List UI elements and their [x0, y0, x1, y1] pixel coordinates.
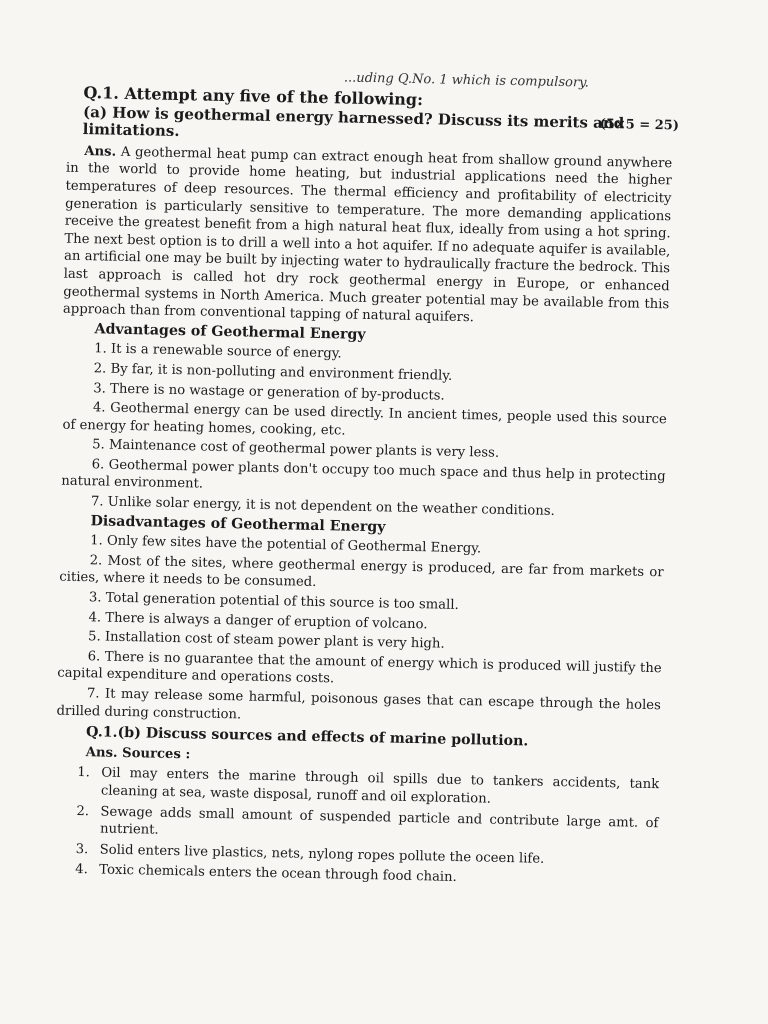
source-number: 2.: [76, 803, 90, 819]
advantage-item: 5. Maintenance cost of geothermal power plants is very less.: [91, 437, 500, 462]
source-text: Toxic chemicals enters the ocean through food chain.: [99, 862, 457, 886]
advantage-item: 6. Geothermal power plants don't occupy too much space and thus help in protecting natural environment.: [61, 457, 666, 493]
source-text: Oil may enters the marine through oil spills due to tankers accidents, tank cleaning at sea, waste disposal, runoff and oil exploration.: [100, 765, 660, 807]
disadvantage-item: 4. There is always a danger of eruption of volcano.: [88, 609, 428, 632]
answer-label: Ans.: [84, 143, 117, 160]
question-title: Q.1. Attempt any five of the following:: [83, 82, 424, 110]
question-a-text: (a) How is geothermal energy harnessed? Discuss its merits and limitations.: [82, 102, 625, 141]
disadvantage-item: 7. It may release some harmful, poisonous gases that can escape through the holes drilled during construction.: [56, 686, 661, 723]
answer-text: A geothermal heat pump can extract enough heat from shallow ground anywhere in the world to provide home heating, but industrial applications need the higher temperatures of deep resources. The thermal efficiency and profitability of electricity generation is particularly sensitive to temperature. The more demanding applications receive the greatest benefit from a high natural heat flux, ideally from using a hot spring. The next best option is to drill a well into a hot aquifer. If no adequate aquifer is available, an artificial one may be built by injecting water to hydraulically fracture the bedrock. This last approach is called hot dry rock geothermal energy in Europe, or enhanced geothermal systems in North America. Much greater potential may be available from this approach than from conventional tapping of natural aquifers.: [62, 144, 673, 326]
disadvantages-list: [56, 532, 664, 732]
disadvantage-item: 5. Installation cost of steam power plant is very high.: [87, 629, 445, 652]
source-number: 3.: [75, 841, 89, 858]
advantages-list: [61, 340, 668, 523]
source-number: 1.: [77, 765, 91, 781]
document-sheet: [56, 70, 680, 891]
answer-paragraph: [63, 142, 673, 331]
disadvantage-item: 6. There is no guarantee that the amount of energy which is produced will justify the capital expenditure and operations costs.: [57, 649, 662, 687]
sources-list: [67, 764, 659, 891]
source-text: Sewage adds small amount of suspended particle and contribute large amt. of nutrient.: [99, 804, 659, 838]
sources-label: Ans. Sources :: [85, 744, 191, 763]
header-note: ...uding Q.No. 1 which is compulsory.: [343, 70, 590, 91]
advantage-item: 2. By far, it is non-polluting and environment friendly.: [93, 361, 453, 384]
marks-label: (5×5 = 25): [599, 116, 680, 134]
advantage-item: 4. Geothermal energy can be used directly. In ancient times, people used this source of energy for heating homes, cooking, etc.: [62, 400, 667, 439]
disadvantages-heading: Disadvantages of Geothermal Energy: [90, 512, 386, 536]
advantages-heading: Advantages of Geothermal Energy: [94, 320, 366, 343]
disadvantage-item: 1. Only few sites have the potential of Geothermal Energy.: [89, 533, 482, 557]
disadvantage-item: 2. Most of the sites, where geothermal energy is produced, are far from markets or cities, where it needs to be consumed.: [59, 553, 664, 591]
advantage-item: 7. Unlike solar energy, it is not dependent on the weather conditions.: [90, 494, 555, 520]
advantage-item: 1. It is a renewable source of energy.: [94, 341, 342, 362]
source-number: 4.: [75, 862, 88, 878]
advantage-item: 3. There is no wastage or generation of by-products.: [93, 380, 445, 404]
source-text: Solid enters live plastics, nets, nylong ropes pollute the oceen life.: [99, 842, 545, 867]
disadvantage-item: 3. Total generation potential of this source is too small.: [88, 590, 459, 613]
question-b-title: Q.1.(b) Discuss sources and effects of marine pollution.: [85, 724, 529, 750]
